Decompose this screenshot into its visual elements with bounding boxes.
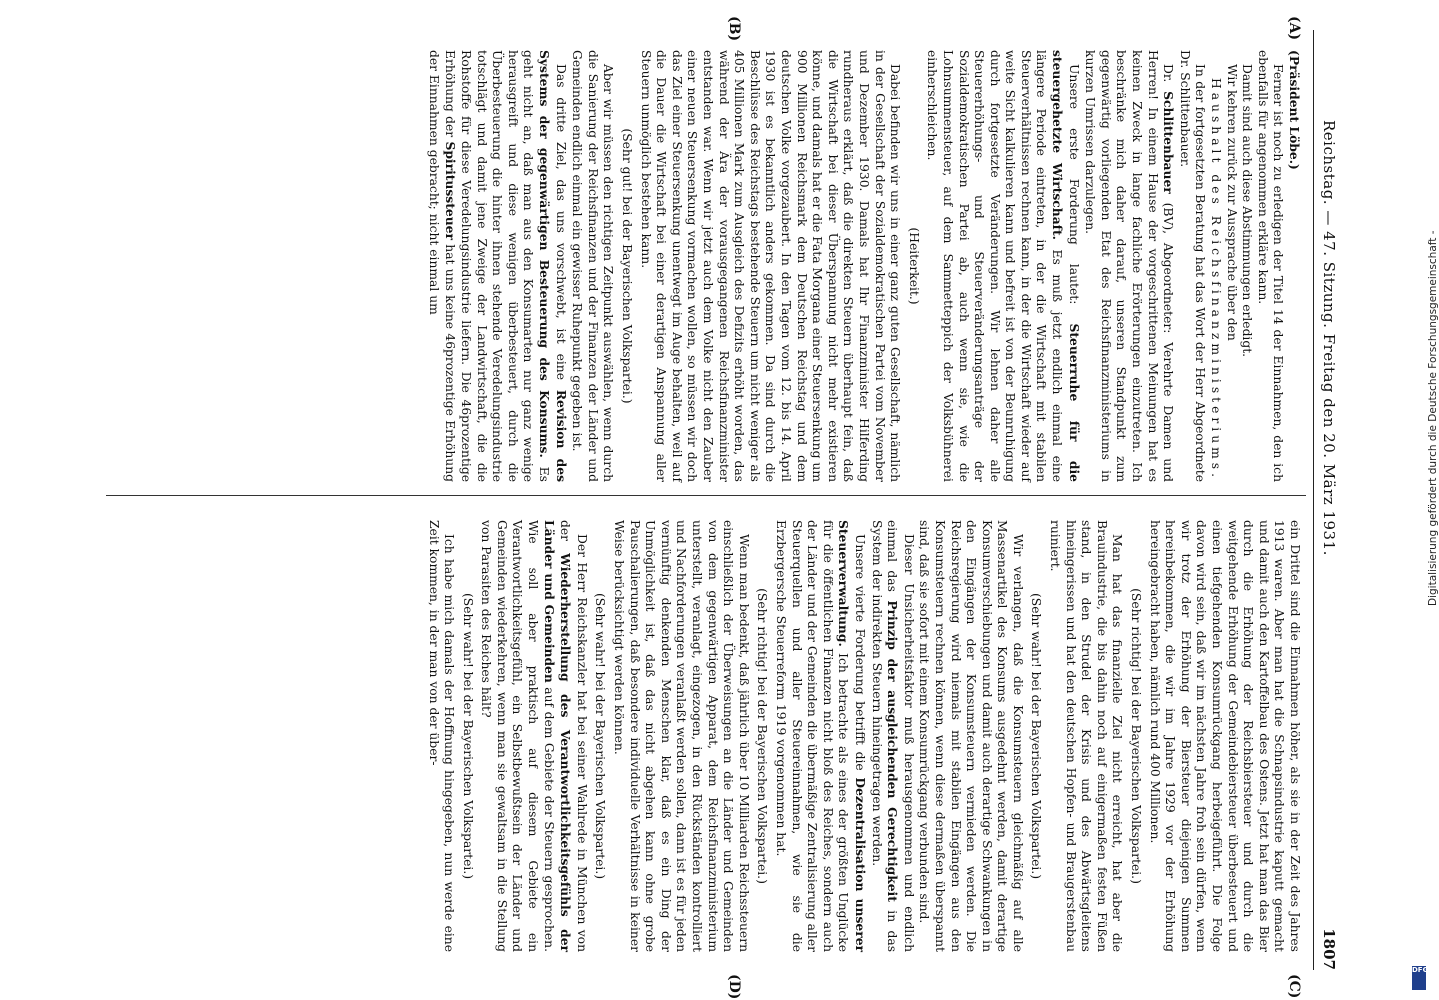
dfg-logo-label: DFG	[1412, 966, 1429, 974]
paragraph: (Heiterkeit.)	[906, 227, 921, 305]
paragraph: ein Drittel sind die Einnahmen höher, als sie in der Zeit des Jahres 1913 waren. Aber man hat die Schnapsindustrie kaputt gemacht und damit auch den Kartoffelbau des Ostens. Jetzt hat man das Bier durch die Erhöhung der Reichsbiersteuer und durch die weitgehende Erhöhung der Gemeindebiersteuer überbesteuert und einen tiefgehenden Konsumrückgang herbeigeführt. Die Folge davon wird sein, daß wir im nächsten Jahre froh sein dürfen, wenn wir trotz der Erhöhung der Biersteuer diejenigen Summen hereinbekommen, die wir im Jahre 1929 vor der Erhöhung hereingebracht haben, nämlich rund 400 Millionen.	[1147, 520, 1302, 952]
page-header	[1316, 30, 1342, 970]
paragraph: Aber wir müssen den richtigen Zeitpunkt auswählen, wenn durch die Sanierung der Reichsfinanzen und der Finanzen der Länder und Gemeinden endlich einmal ein gewisser Ruhepunkt gegeben ist.	[570, 50, 616, 482]
paragraph: (Sehr gut! bei der Bayerischen Volkspartei.)	[620, 128, 635, 404]
header-title: Reichstag. — 47. Sitzung. Freitag den 20. März 1931.	[1320, 120, 1338, 556]
margin-marker-a: (A)	[1286, 16, 1302, 41]
paragraph: Wir verlangen, daß die Konsumsteuern gleichmäßig auf alle Massenartikel des Konsums ausgedehnt werden, damit derartige Konsumverschiebungen und damit auch derartige Schwankungen in den Eingängen der Konsumsteuern vermieden werden. Die Reichsregierung wird niemals mit stabilen Eingängen aus den Konsumsteuern rechnen können, wenn diese dermaßen überspannt sind, daß sie sofort mit einem Konsumrückgang verbunden sind.	[917, 520, 1025, 952]
paragraph: (Sehr wahr! bei der Bayerischen Volkspartei.)	[460, 592, 475, 880]
paragraph: Dr. Schlittenbauer (BV), Abgeordneter: Verehrte Damen und Herren! In einem Hause der vorgeschrittenen Meinungen hat es keinen Zweck in lange fachliche Erörterungen einzutreten. Ich beschränke mich daher darauf, unseren Standpunkt zum gegenwärtig vorliegenden Etat des Reichsfinanzministeriums in kurzen Umrissen darzulegen.	[1083, 50, 1177, 482]
paragraph: Dabei befinden wir uns in einer ganz guten Gesellschaft, nämlich in der Gesellschaft der Sozialdemokratischen Partei vom November und Dezember 1930. Damals hat Ihr Finanzminister Hilferding rundheraus erklärt, daß die direkten Steuern überhaupt fein, daß die Wirtschaft bei dieser Überspannung nicht mehr existieren könne, und damals hat er die Fata Morgana einer Steuersenkung um 900 Millionen Reichsmark dem Deutschen Reichstag und dem deutschen Volke vorgezaubert. In den Tagen vom 12. bis 14. April 1930 ist es bekanntlich anders gekommen. Da sind durch die Beschlüsse des Reichstags bestehende Steuern um nicht weniger als 405 Millionen Mark zum Ausgleich des Defizits erhöht worden, das während der Ära der vorausgegangenen Reichsfinanzminister entstanden war. Wenn wir jetzt auch dem Volke nicht den Zauber einer neuen Steuersenkung vormachen wollen, so müssen wir doch das Ziel einer Steuersenkung unentwegt im Auge behalten, weil auf die Dauer die Wirtschaft bei einer derartigen Anspannung aller Steuern unmöglich bestehen kann.	[638, 50, 903, 482]
digitization-strip	[1405, 0, 1439, 1000]
paragraph: (Sehr wahr! bei der Bayerischen Volkspartei.)	[593, 592, 608, 880]
paragraph: Das dritte Ziel, das uns vorschwebt, ist eine Revision des Systems der gegenwärtigen Besteuerung des Konsums. Es geht nicht an, daß man aus den Konsumarten nur ganz wenige herausgreift und diese wenigen überbesteuert, durch die Überbesteuerung die hinter ihnen stehende Veredelungsindustrie totschlägt und damit jene Zweige der Landwirtschaft, die die Rohstoffe für diese Veredelungsindustrie liefern. Die 46prozentige Erhöhung der Spiritussteuer hat uns keine 46prozentige Erhöhung der Einnahmen gebracht; nicht einmal um	[426, 50, 569, 482]
paragraph: Ferner ist noch zu erledigen der Titel 14 der Einnahmen, den ich ebenfalls für angenommen erkläre kann.	[1255, 50, 1286, 482]
left-column	[425, 50, 1302, 482]
paragraph: (Sehr richtig! bei der Bayerischen Volkspartei.)	[1129, 588, 1144, 884]
paragraph: Der Herr Reichskanzler hat bei seiner Wahlrede in München von der Wiederherstellung des Verantwortlichkeitsgefühls der Länder und Gemeinden auf dem Gebiete der Steuern gesprochen. Wie soll aber praktisch auf diesem Gebiete ein Verantwortlichkeitsgefühl, ein Selbstbewußtsein der Länder und Gemeinden wiederkehren, wenn man sie gewaltsam in die Stellung von Parasiten des Reiches hält?	[479, 520, 589, 952]
paragraph: Unsere erste Forderung lautet: Steuerruhe für die steuergehetzte Wirtschaft. Es muß jetzt endlich einmal eine längere Periode eintreten, in der die Wirtschaft mit stabilen Steuerverhältnissen rechnen kann, in der die Wirtschaft wieder auf weite Sicht kalkulieren kann und befreit ist von der Beunruhigung durch fortgesetzte Veränderungen. Wir lehnen daher alle Steuererhöhungs- und Steuerveränderungsanträge der Sozialdemokratischen Partei ab, auch wenn sie, wie die Lohnsummensteuer, auf dem Sammetteppich der Volksbühnerei einherschleichen.	[925, 50, 1082, 482]
page-number: 1807	[1320, 928, 1338, 970]
margin-marker-c: (C)	[1286, 974, 1302, 999]
paragraph: Unsere vierte Forderung betrifft die Dezentralisation unserer Steuerverwaltung. Ich betrachte als eines der größten Unglücke für die öffentlichen Finanzen nicht bloß des Reiches, sondern auch der Länder und der Gemeinden die übermäßige Zentralisierung aller Steuerquellen und aller Steuereinnahmen, wie sie die Erzbergersche Steuerreform 1919 vorgenommen hat.	[774, 520, 868, 952]
paragraph: (Präsident Löbe.)	[1287, 50, 1302, 170]
digitization-note: Digitalisierung gefördert durch die Deutsche Forschungsgemeinschaft -	[1427, 230, 1439, 606]
margin-marker-b: (B)	[726, 16, 742, 42]
margin-marker-d: (D)	[726, 974, 742, 1000]
paragraph: (Sehr wahr! bei der Bayerischen Volkspartei.)	[1029, 592, 1044, 880]
dfg-logo-icon	[1412, 966, 1429, 990]
paragraph: Dieser Unsicherheitsfaktor muß herausgenommen und endlich einmal das Prinzip der ausgleichenden Gerechtigkeit in das System der indirekten Steuern hineingetragen werden.	[869, 520, 916, 952]
right-column	[425, 520, 1302, 952]
column-divider	[106, 495, 1306, 496]
paragraph: In der fortgesetzten Beratung hat das Wort der Herr Abgeordnete Dr. Schlittenbauer.	[1177, 50, 1208, 482]
paragraph: (Sehr richtig! bei der Bayerischen Volkspartei.)	[755, 588, 770, 884]
paragraph: Wir kehren zurück zur Aussprache über den	[1224, 64, 1239, 341]
paragraph: Haushalt des Reichsfinanzministeriums.	[1209, 78, 1224, 481]
paragraph: Man hat das finanzielle Ziel nicht erreicht, hat aber die Brauindustrie, die bis dahin noch auf einigermaßen festen Füßen stand, in den Strudel der Krisis und des Abwärtsgleitens hineingerissen und hat den deutschen Hopfen- und Braugerstenbau ruiniert.	[1048, 520, 1125, 952]
paragraph: Wenn man bedenkt, daß jährlich über 10 Milliarden Reichssteuern einschließlich der Überweisungen an die Länder und Gemeinden von dem gegenwärtigen Apparat, dem Reichsfinanzministerium unterstellt, veranlagt, eingezogen, in den Rückständen kontrolliert und Nachforderungen veranlaßt werden sollen, dann ist es für jeden vernünftig denkenden Menschen klar, daß es ein Ding der Unmöglichkeit ist, daß das nicht abgehen kann ohne grobe Pauschalierungen, daß besondere individuelle Verhältnisse in keiner Weise berücksichtigt werden können.	[612, 520, 751, 952]
document-page	[97, 16, 1342, 1000]
paragraph: Ich habe mich damals der Hoffnung hingegeben, nun werde eine Zeit kommen, in der man von der über-	[426, 520, 457, 952]
header-rule	[1313, 30, 1314, 970]
paragraph: Damit sind auch diese Abstimmungen erledigt.	[1240, 64, 1255, 358]
